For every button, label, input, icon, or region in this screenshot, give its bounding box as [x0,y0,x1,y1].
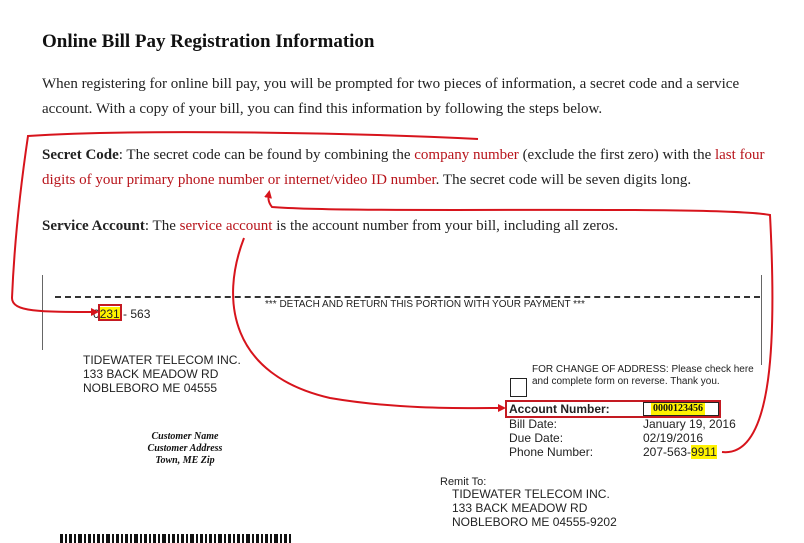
change-of-address-checkbox[interactable] [510,378,527,397]
secret-code-text-3: . The secret code will be seven digits long. [435,172,692,188]
bill-date-value: January 19, 2016 [643,417,736,431]
sender-address [83,353,241,395]
service-account-link: service account [179,218,273,234]
phone-value [643,445,717,459]
secret-code-paragraph [42,143,772,193]
remit-name: TIDEWATER TELECOM INC. [452,487,610,501]
page-title: Online Bill Pay Registration Information [42,31,375,52]
due-date-label: Due Date: [509,431,564,445]
secret-code-text-1: : The secret code can be found by combining the [118,147,415,163]
remit-to-label: Remit To: [440,476,487,488]
change-of-address [532,364,754,388]
phone-last4: 9911 [691,445,717,459]
sender-street: 133 BACK MEADOW RD [83,367,219,381]
secret-code-text-2: (exclude the first zero) with the [518,147,715,163]
account-number-value: 0000123456 [653,403,703,414]
change-of-address-line2: and complete form on reverse. Thank you. [532,376,720,387]
phone-prefix: 207-563- [643,445,692,459]
company-number-prefix: 0 [93,307,100,321]
detach-line [55,296,760,298]
remit-street: 133 BACK MEADOW RD [452,501,588,515]
due-date-value: 02/19/2016 [643,431,704,445]
customer-town: Town, ME Zip [155,455,215,466]
bill-right-edge [761,275,762,365]
bill-left-edge [42,275,43,350]
account-number-label: Account Number: [509,402,610,416]
postal-barcode [60,534,293,543]
service-account-label: Service Account [42,218,145,234]
customer-address [130,431,240,467]
change-of-address-line1: FOR CHANGE OF ADDRESS: Please check here [532,364,754,375]
bill-date-label: Bill Date: [509,417,558,431]
phone-digits-link: last four digits of your primary phone number or internet/video ID number [42,147,765,188]
sender-name: TIDEWATER TELECOM INC. [83,353,241,367]
phone-label: Phone Number: [509,445,594,459]
secret-code-label: Secret Code [42,147,119,163]
intro-paragraph: When registering for online bill pay, you will be prompted for two pieces of information, a secret code and a service account. With a copy of your bill, you can find this information by following the steps below. [42,76,740,117]
service-account-text-1: : The [144,218,180,234]
arrow-service-account [233,238,503,408]
service-account-text-2: is the account number from your bill, including all zeros. [272,218,619,234]
customer-name: Customer Name [151,431,219,442]
remit-city: NOBLEBORO ME 04555-9202 [452,515,617,529]
service-account-paragraph [42,214,772,239]
sender-city: NOBLEBORO ME 04555 [83,381,218,395]
company-number-suffix: - 563 [119,307,151,321]
company-number-link: company number [414,147,519,163]
remit-address [452,487,617,529]
detach-notice: *** DETACH AND RETURN THIS PORTION WITH YOUR PAYMENT *** [265,299,585,310]
company-number-highlight: 231 [99,307,120,321]
company-number-box [98,304,122,321]
customer-street: Customer Address [147,443,223,454]
